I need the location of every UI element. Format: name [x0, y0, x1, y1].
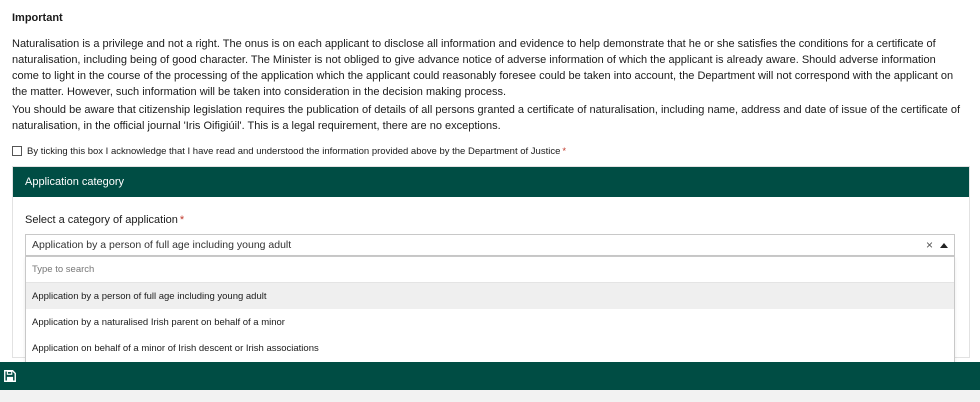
category-option[interactable]: Application by a naturalised Irish parent on behalf of a minor: [32, 317, 285, 329]
chevron-up-icon[interactable]: [940, 243, 948, 248]
footer-bar: [0, 362, 980, 390]
clear-icon[interactable]: ×: [925, 238, 933, 252]
category-select-label: Select a category of application *: [25, 214, 185, 226]
notice-heading: Important: [12, 12, 63, 24]
acknowledgement-checkbox[interactable]: [12, 146, 22, 156]
acknowledgement-label: By ticking this box I acknowledge that I have read and understood the information provided above by the Department of Justice *: [27, 145, 567, 157]
acknowledgement-row: [12, 144, 566, 158]
category-select-value: Application by a person of full age including young adult: [32, 239, 292, 251]
save-icon[interactable]: [3, 369, 17, 383]
category-search-input[interactable]: [26, 257, 954, 283]
category-option[interactable]: Application by a person of full age including young adult: [26, 283, 954, 309]
category-select[interactable]: [25, 234, 955, 256]
notice-paragraph-1: Naturalisation is a privilege and not a right. The onus is on each applicant to disclose all information and evidence to help demonstrate that he or she satisfies the conditions for a certificate of naturalisation, including being of good character. The Minister is not obliged to give advance notice of adverse information of which the applicant is already aware. Should adverse information come to light in the course of the processing of the application which the applicant could reasonably foresee could be taken into account, the Department will not correspond with the applicant on the matter. However, such information will be taken into consideration in the decision making process.: [12, 38, 954, 98]
panel-title: Application category: [25, 176, 125, 188]
required-mark: *: [179, 214, 185, 226]
panel-header: [13, 167, 969, 197]
notice-paragraph-2: You should be aware that citizenship legislation requires the publication of details of all persons granted a certificate of naturalisation, including name, address and date of issue of the certificate of naturalisation, in the official journal 'Iris Oifigiúil'. This is a legal requirement, there are no exceptions.: [12, 104, 961, 132]
category-option[interactable]: Application on behalf of a minor of Irish descent or Irish associations: [32, 343, 319, 355]
required-mark: *: [562, 145, 567, 157]
page-bottom: [0, 390, 980, 402]
